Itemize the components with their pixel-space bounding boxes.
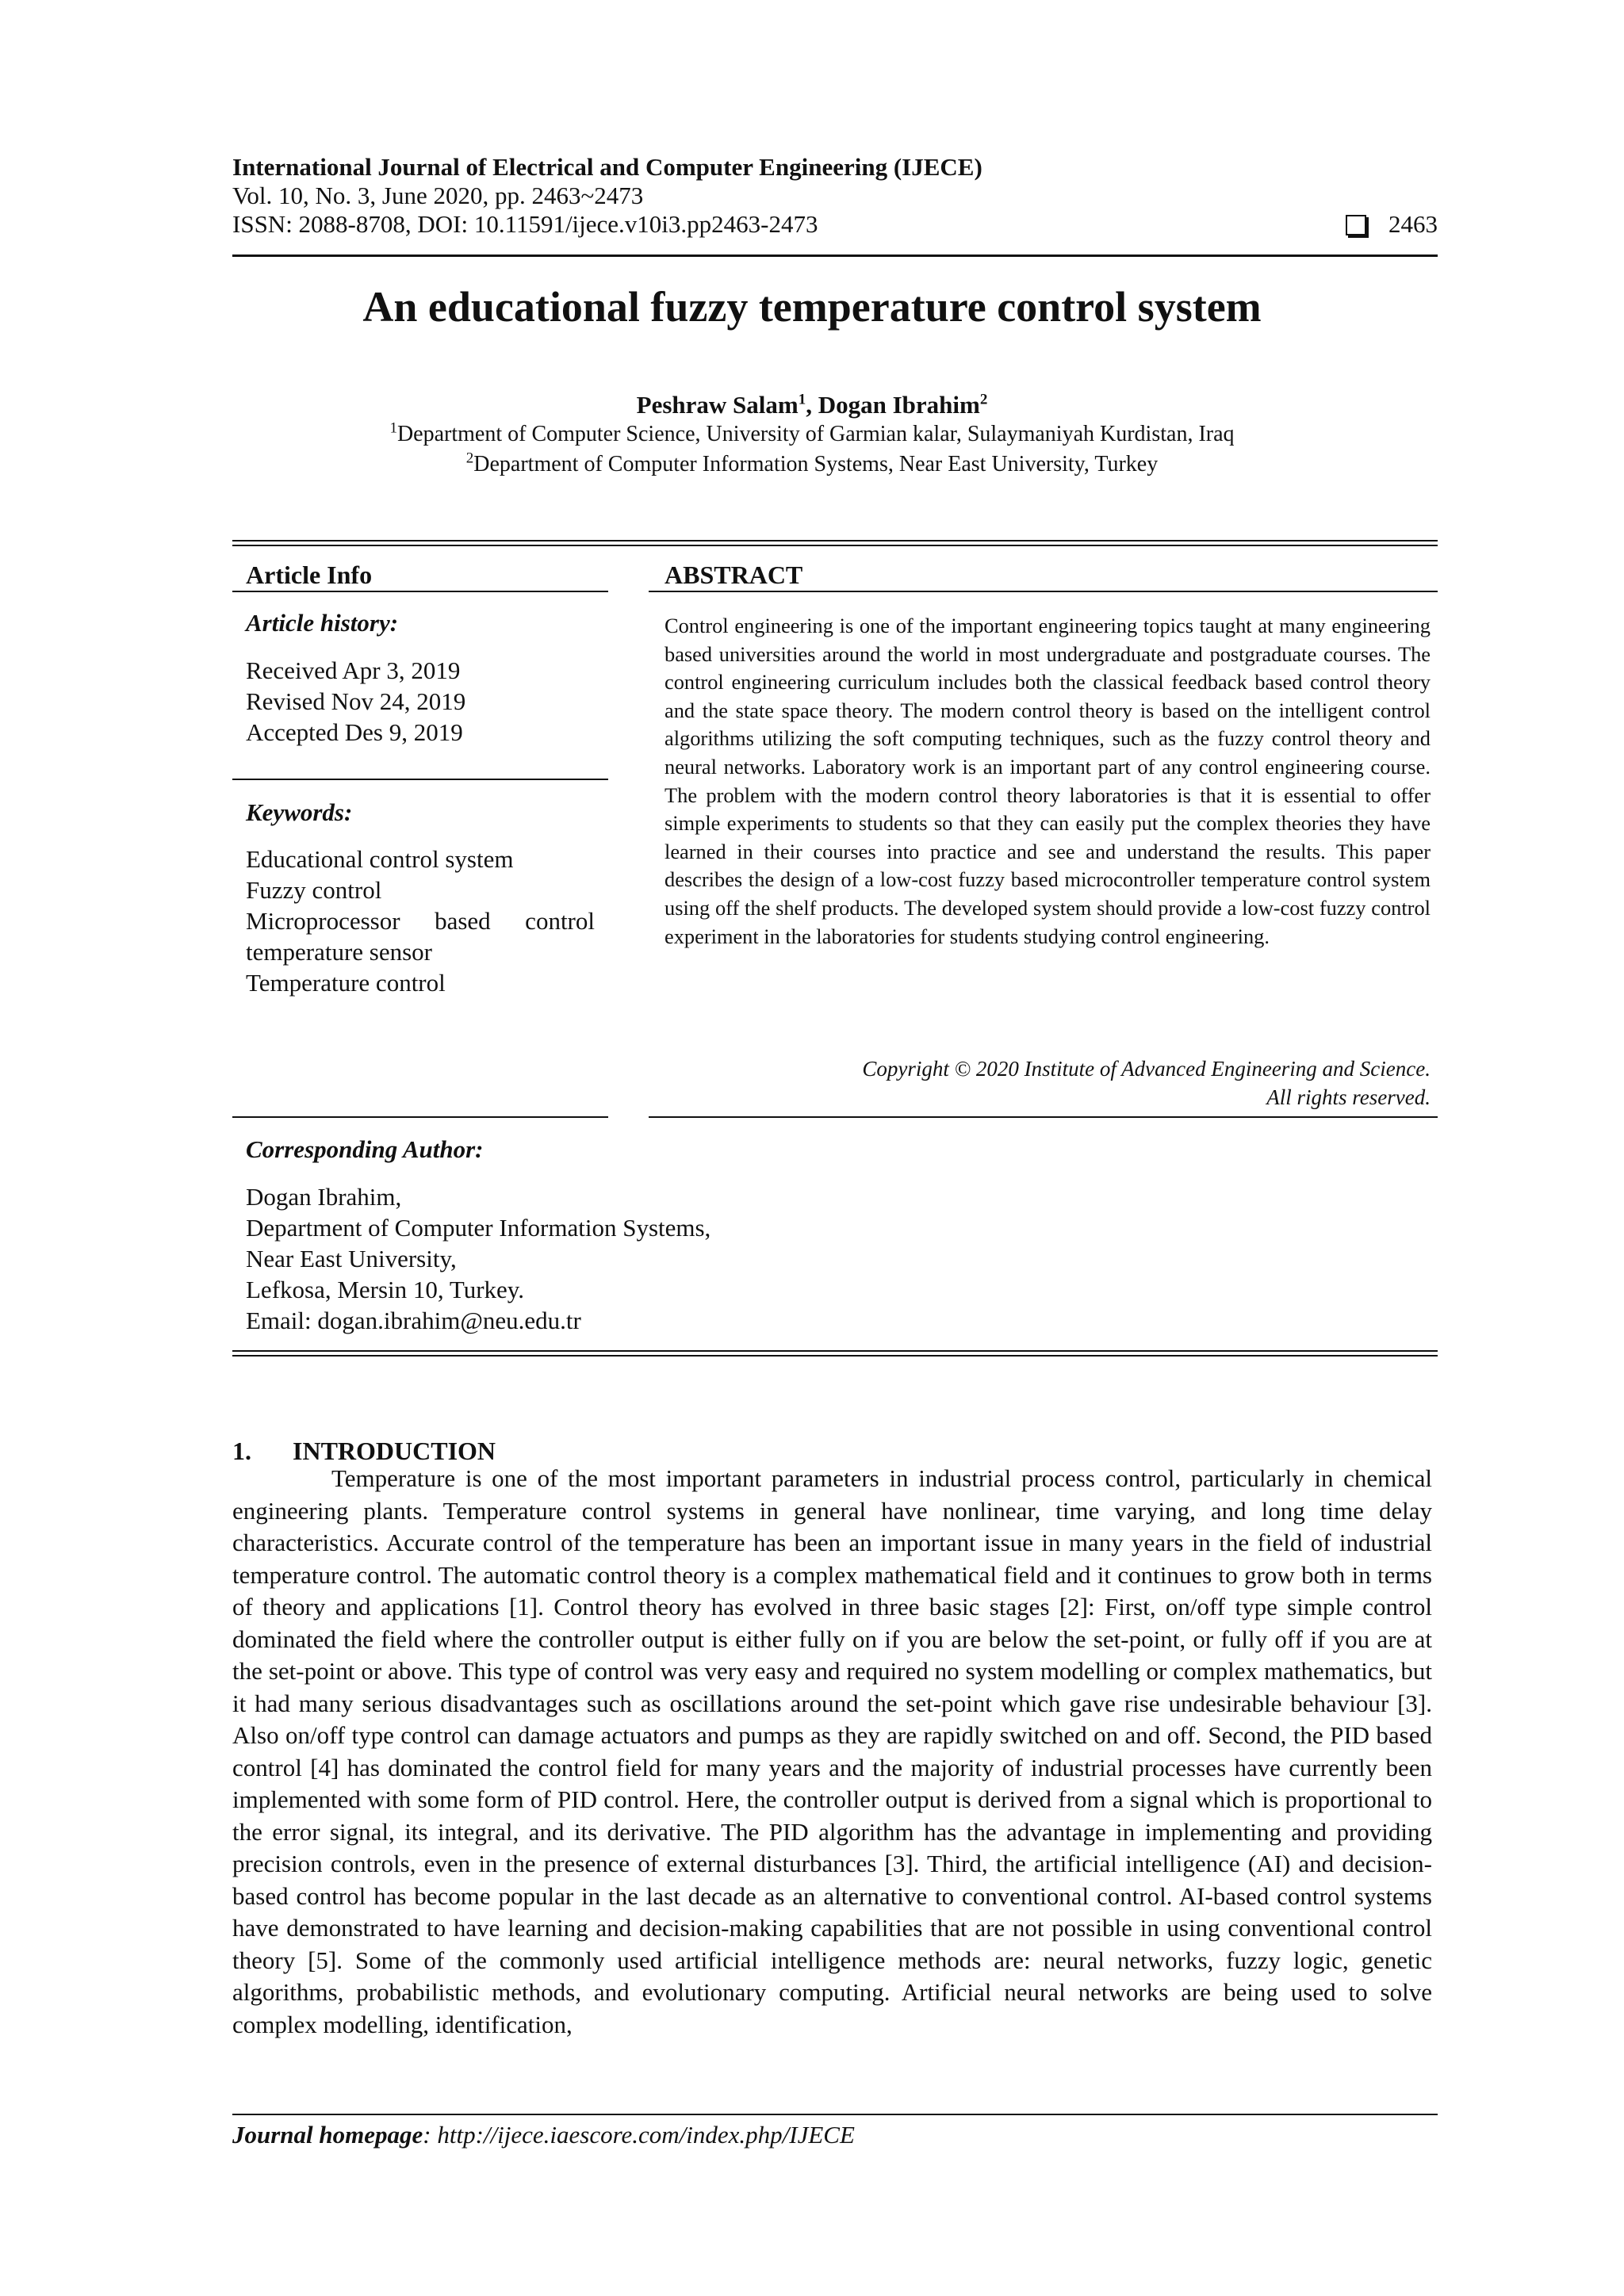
- box-rule: [232, 1355, 1438, 1357]
- author-name: Dogan Ibrahim: [818, 391, 980, 419]
- journal-issn: ISSN: 2088-8708, DOI: 10.11591/ijece.v10i3.pp2463-2473: [232, 210, 818, 238]
- header-rule: [232, 254, 1438, 257]
- affiliation: $^2$Department of Computer Information Systems, Near East University, Turkey: [465, 450, 1159, 476]
- column-rule: [232, 779, 608, 780]
- checkbox-icon: [1346, 215, 1366, 235]
- article-info-heading: Article Info: [246, 561, 373, 589]
- corresponding-line: Department of Computer Information Systems,: [246, 1214, 711, 1242]
- section-heading-introduction: [232, 1436, 496, 1466]
- box-rule: [232, 540, 1438, 541]
- author-name: Peshraw Salam: [636, 391, 799, 419]
- homepage-label: Journal homepage: [232, 2121, 423, 2149]
- authors: Peshraw Salam$^1$, Dogan Ibrahim$^2$: [636, 391, 988, 419]
- journal-name: International Journal of Electrical and Computer Engineering (IJECE): [232, 153, 982, 181]
- section-number: 1.: [232, 1437, 251, 1465]
- history-accepted: Accepted Des 9, 2019: [246, 718, 463, 746]
- column-rule: [649, 591, 1438, 592]
- journal-homepage: [232, 2120, 855, 2150]
- column-rule: [649, 1116, 1438, 1118]
- journal-header: [232, 153, 1438, 239]
- homepage-url[interactable]: : http://ijece.iaescore.com/index.php/IJECE: [423, 2121, 855, 2149]
- journal-volume: Vol. 10, No. 3, June 2020, pp. 2463~2473: [232, 182, 644, 209]
- page-number: 2463: [1388, 210, 1438, 238]
- column-rule: [232, 591, 608, 592]
- corresponding-email: Email: dogan.ibrahim@neu.edu.tr: [246, 1307, 581, 1334]
- corresponding-line: Dogan Ibrahim,: [246, 1183, 402, 1211]
- corresponding-line: Lefkosa, Mersin 10, Turkey.: [246, 1276, 525, 1303]
- corresponding-line: Near East University,: [246, 1245, 457, 1272]
- abstract-text: Control engineering is one of the important engineering topics taught at many engineering based universities around the world in most undergraduate and postgraduate courses. The control engineering curriculum includes both the classical feedback based control theory and the state space theory. The modern control theory is based on the intelligent control algorithms utilizing the soft computing techniques, such as the fuzzy control theory and neural networks. Laboratory work is an important part of any control engineering course. The problem with the modern control theory laboratories is that it is essential to offer simple experiments to students so that they can easily put the complex theories they have learned in their courses into practice and see and understand the results. This paper describes the design of a low-cost fuzzy based microcontroller temperature control system using off the shelf products. The developed system should provide a low-cost fuzzy control experiment in the laboratories for students studying control engineering.: [665, 614, 1431, 948]
- history-received: Received Apr 3, 2019: [246, 656, 461, 684]
- keywords-heading: Keywords:: [246, 798, 353, 826]
- abstract-heading: ABSTRACT: [665, 561, 803, 589]
- keyword: temperature sensor: [246, 938, 432, 966]
- keyword: Microprocessor based control: [246, 907, 595, 935]
- keyword: Fuzzy control: [246, 876, 382, 904]
- section-title: INTRODUCTION: [293, 1437, 496, 1465]
- box-rule: [232, 1350, 1438, 1352]
- journal-issn-row: [232, 210, 1438, 239]
- history-revised: Revised Nov 24, 2019: [246, 687, 466, 715]
- corresponding-heading: Corresponding Author:: [246, 1135, 484, 1163]
- author-mark: 1: [798, 391, 806, 408]
- introduction-paragraph: Temperature is one of the most important parameters in industrial process control, particularly in chemical engineering plants. Temperature control systems in general have nonlinear, time varying, and long time delay characteristics. Accurate control of the temperature has been an important issue in many years in the field of industrial temperature control. The automatic control theory is a complex mathematical field and it continues to grow both in terms of theory and applications [1]. Control theory has evolved in three basic stages [2]: First, on/off type simple control dominated the field where the controller output is either fully on if you are below the set-point, or fully off if you are at the set-point or above. This type of control was very easy and required no system modelling or complex mathematics, but it had many serious disadvantages such as oscillations around the set-point which gave rise undesirable behaviour [3]. Also on/off type control can damage actuators and pumps as they are rapidly switched on and off. Second, the PID based control [4] has dominated the control field for many years and the majority of industrial processes have currently been implemented with some form of PID control. Here, the controller output is derived from a signal which is proportional to the error signal, its integral, and its derivative. The PID algorithm has the advantage in implementing and providing precision controls, even in the presence of external disturbances [3]. Third, the artificial intelligence (AI) and decision-based control has become popular in the last decade as an alternative to conventional control. AI-based control systems have demonstrated to have learning and decision-making capabilities that are not possible in using conventional control theory [5]. Some of the commonly used artificial intelligence methods are: neural networks, fuzzy logic, genetic algorithms, probabilistic methods, and evolutionary computing. Artificial neural networks are being used to solve complex modelling, identification,: [232, 1464, 1432, 2038]
- keyword: Temperature control: [246, 969, 446, 997]
- author-mark: 2: [979, 391, 988, 408]
- keyword: Educational control system: [246, 845, 514, 873]
- footer-rule: [232, 2114, 1438, 2115]
- copyright: Copyright © 2020 Institute of Advanced Engineering and Science. All rights reserved.: [862, 1057, 1431, 1109]
- affiliation: $^1$Department of Computer Science, University of Garmian kalar, Sulaymaniyah Kurdistan, Iraq: [389, 419, 1235, 446]
- column-rule: [232, 1116, 608, 1118]
- paper-title: An educational fuzzy temperature control system: [362, 283, 1262, 331]
- history-heading: Article history:: [246, 609, 399, 637]
- box-rule: [232, 545, 1438, 546]
